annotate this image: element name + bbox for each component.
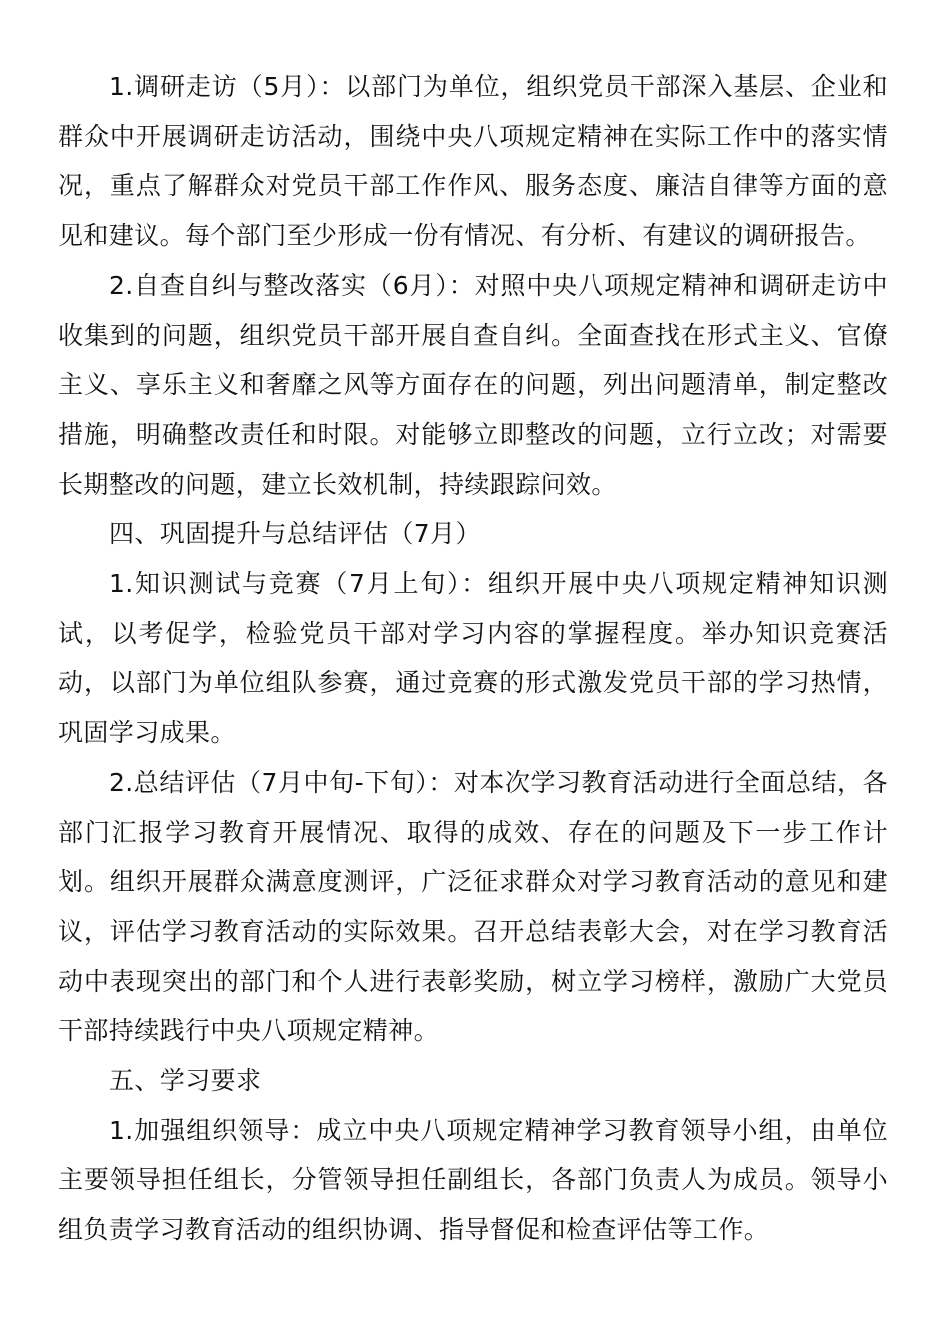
document-body <box>58 62 888 1255</box>
section-heading-requirements: 五、学习要求 <box>109 1066 262 1096</box>
paragraph-organization-leadership: 1.加强组织领导：成立中央八项规定精神学习教育领导小组，由单位主要领导担任组长，分管领导担任副组长，各部门负责人为成员。领导小组负责学习教育活动的组织协调、指导督促和检查评估等工作。 <box>58 1115 888 1245</box>
paragraph-self-inspection: 2.自查自纠与整改落实（6月）：对照中央八项规定精神和调研走访中收集到的问题，组织党员干部开展自查自纠。全面查找在形式主义、官僚主义、享乐主义和奢靡之风等方面存在的问题，列出问题清单，制定整改措施，明确整改责任和时限。对能够立即整改的问题，立行立改；对需要长期整改的问题，建立长效机制，持续跟踪问效。 <box>58 270 888 499</box>
paragraph-knowledge-test: 1.知识测试与竞赛（7月上旬）：组织开展中央八项规定精神知识测试，以考促学，检验党员干部对学习内容的掌握程度。举办知识竞赛活动，以部门为单位组队参赛，通过竞赛的形式激发党员干部的学习热情，巩固学习成果。 <box>58 569 888 748</box>
section-heading-consolidation: 四、巩固提升与总结评估（7月） <box>109 519 481 549</box>
paragraph-summary-evaluation: 2.总结评估（7月中旬-下旬）：对本次学习教育活动进行全面总结，各部门汇报学习教育开展情况、取得的成效、存在的问题及下一步工作计划。组织开展群众满意度测评，广泛征求群众对学习教育活动的意见和建议，评估学习教育活动的实际效果。召开总结表彰大会，对在学习教育活动中表现突出的部门和个人进行表彰奖励，树立学习榜样，激励广大党员干部持续践行中央八项规定精神。 <box>58 767 888 1046</box>
paragraph-research-visits: 1.调研走访（5月）：以部门为单位，组织党员干部深入基层、企业和群众中开展调研走访活动，围绕中央八项规定精神在实际工作中的落实情况，重点了解群众对党员干部工作作风、服务态度、廉洁自律等方面的意见和建议。每个部门至少形成一份有情况、有分析、有建议的调研报告。 <box>58 72 888 251</box>
